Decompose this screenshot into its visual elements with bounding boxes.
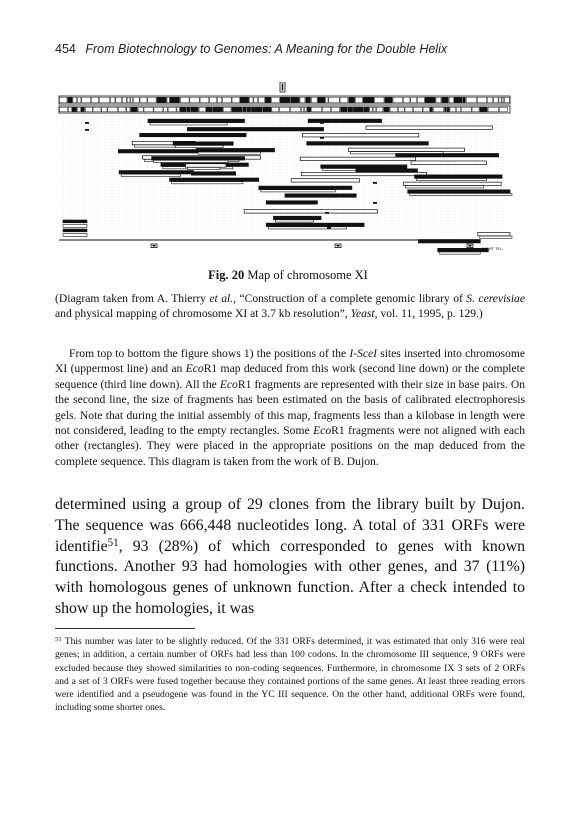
source-text: (Diagram taken from A. Thierry	[55, 292, 210, 305]
ecor1-fragment	[329, 97, 339, 103]
ecor1-fragment	[148, 97, 156, 103]
clone-bar-outline	[480, 236, 512, 238]
clone-bar	[348, 148, 464, 151]
ecor1-fragment	[300, 97, 305, 103]
legend-text: R1 fragments are represented with their size in base pairs. On the second line, the size of fragments has been estimated on the basis of calibrated electrophoresis gels. Note that during the initial assembly of this map, fragments less than a kilobase in length were not considered, leading to the empty rectangles. Some	[55, 377, 525, 438]
ecor1-fragment	[499, 107, 507, 112]
ecor1-fragment	[417, 97, 424, 103]
ecor1-fragment	[280, 97, 290, 103]
ecor1-fragment	[461, 107, 471, 112]
ecor1-fragment	[373, 107, 376, 112]
clone-bar	[187, 127, 323, 130]
ecor1-fragment	[436, 97, 441, 103]
clone-bar-outline	[275, 220, 313, 222]
ecor1-fragment	[377, 107, 383, 112]
ecor1-fragment	[127, 97, 130, 103]
species-name: S. cerevisiae	[466, 292, 525, 305]
ecor1-fragment	[240, 97, 248, 103]
fragment-marker	[327, 227, 331, 229]
body-text: determined using a group of 29 clones from the library built by Dujon. The sequence was 666,448 nucleotides long. A total of 331 ORFs were identifie	[55, 496, 525, 555]
ecor1-fragment	[217, 97, 221, 103]
footnote-rule	[55, 628, 195, 629]
ecor1-fragment	[472, 107, 479, 112]
fragment-marker	[325, 212, 329, 214]
clone-bar	[152, 157, 245, 160]
enzyme-name: Eco	[219, 377, 238, 391]
clone-bar	[140, 133, 246, 136]
clone-bar	[63, 220, 87, 223]
clone-bar-outline	[405, 186, 483, 188]
ecor1-fragment	[154, 107, 163, 112]
clone-bar	[273, 216, 321, 219]
ecor1-fragment	[77, 97, 80, 103]
ecor1-fragment	[247, 107, 251, 112]
ecor1-fragment	[68, 97, 72, 103]
clone-bar	[411, 161, 486, 164]
clone-bar	[300, 157, 415, 160]
fragment-marker	[373, 202, 377, 204]
ecor1-fragment	[190, 97, 199, 103]
chromosome-xi-map-figure	[55, 82, 515, 260]
ecor1-fragment	[111, 97, 115, 103]
ecor1-fragment	[167, 97, 169, 103]
clone-bar	[63, 225, 87, 228]
figure-legend	[55, 346, 525, 469]
ecor1-fragment	[81, 107, 84, 112]
clone-bar	[366, 126, 492, 129]
ecor1-fragment	[326, 97, 328, 103]
ecor1-fragment	[206, 107, 211, 112]
ecor1-fragment	[100, 97, 110, 103]
ecor1-fragment	[209, 97, 216, 103]
ecor1-fragment	[144, 107, 153, 112]
ecor1-fragment	[449, 97, 453, 103]
running-head	[55, 42, 525, 56]
ecor1-fragment	[353, 107, 363, 112]
ecor1-fragment	[411, 97, 417, 103]
ecor1-fragment	[290, 107, 300, 112]
ecor1-fragment	[302, 107, 304, 112]
clone-bar	[285, 194, 356, 197]
ecor1-fragment	[447, 107, 449, 112]
ecor1-fragment	[102, 107, 107, 112]
ecor1-fragment	[212, 107, 222, 112]
clone-bar-outline	[198, 152, 261, 154]
ecor1-fragment	[307, 107, 310, 112]
figure-caption	[0, 268, 576, 283]
ecor1-fragment	[232, 107, 242, 112]
page-number: 454	[55, 42, 76, 56]
journal-name: Yeast	[350, 307, 375, 321]
ecor1-fragment	[450, 107, 456, 112]
ecor1-fragment	[243, 107, 246, 112]
ecor1-fragment	[370, 107, 373, 112]
legend-text: sites inserted into chromosome XI (uppermost line) and an	[55, 347, 525, 376]
clone-bar	[191, 172, 235, 175]
ecor1-fragment	[488, 107, 498, 112]
ecor1-fragment	[82, 97, 91, 103]
fragment-marker	[85, 122, 89, 124]
axis-marker-fill	[153, 245, 156, 247]
ecor1-fragment	[280, 107, 290, 112]
clone-bar-outline	[410, 193, 512, 195]
source-text: , “Construction of a complete genomic library of	[233, 292, 467, 305]
ecor1-fragment	[375, 97, 384, 103]
ecor1-fragment	[263, 107, 271, 112]
ecor1-fragment	[433, 107, 443, 112]
ecor1-fragment	[265, 97, 270, 103]
figure-source-note	[55, 291, 525, 322]
ecor1-fragment	[304, 107, 306, 112]
ecor1-fragment	[122, 97, 126, 103]
ecor1-fragment	[164, 107, 168, 112]
ecor1-fragment	[249, 97, 253, 103]
clone-bar	[63, 234, 87, 237]
clone-bar-outline	[150, 123, 227, 125]
ecor1-fragment	[487, 97, 492, 103]
ecor1-fragment	[258, 97, 264, 103]
ecor1-fragment	[466, 97, 476, 103]
ecor1-fragment	[272, 107, 279, 112]
ecor1-fragment	[499, 97, 501, 103]
ecor1-fragment	[364, 107, 369, 112]
clone-bar	[438, 248, 489, 251]
ecor1-fragment	[425, 97, 435, 103]
clone-bar	[244, 210, 377, 213]
ecor1-fragment	[131, 97, 133, 103]
ecor1-fragment	[127, 107, 130, 112]
ecor1-fragment	[340, 97, 348, 103]
clone-bar	[266, 201, 317, 204]
clone-bar-outline	[268, 227, 346, 229]
ecor1-fragment	[463, 97, 465, 103]
ecor1-fragment	[177, 107, 179, 112]
ecor1-fragment	[254, 97, 258, 103]
ecor1-fragment	[398, 107, 404, 112]
right-tel-label: RIGHT TEL.	[482, 246, 504, 251]
fragment-marker	[373, 182, 377, 184]
ecor1-fragment	[108, 107, 118, 112]
ecor1-fragment	[180, 107, 186, 112]
ecor1-fragment	[91, 97, 98, 103]
ecor1-fragment	[187, 107, 190, 112]
clone-bar	[148, 119, 244, 122]
ecor1-fragment	[363, 97, 374, 103]
ecor1-fragment	[311, 107, 321, 112]
clone-bar	[356, 169, 418, 172]
ecor1-fragment	[405, 107, 413, 112]
ecor1-fragment	[355, 97, 362, 103]
clone-bar-outline	[417, 178, 487, 180]
fragment-marker	[320, 122, 324, 124]
legend-text: R1 map deduced from this work (second line down) or the complete sequence (third line down). All the	[55, 362, 525, 391]
ecor1-fragment	[140, 97, 147, 103]
ecor1-fragment	[348, 107, 353, 112]
enzyme-name: Eco	[313, 424, 332, 438]
enzyme-name: Eco	[185, 362, 204, 376]
ecor1-fragment	[494, 97, 498, 103]
clone-bar-outline	[172, 182, 243, 184]
ecor1-fragment	[59, 97, 67, 103]
body-paragraph	[55, 495, 525, 620]
footnote-number: 51	[55, 635, 62, 643]
clone-bar	[301, 172, 426, 175]
clone-bar	[307, 142, 429, 145]
ecor1-fragment	[157, 97, 166, 103]
ecor1-fragment	[322, 107, 330, 112]
ecor1-fragment	[454, 97, 462, 103]
clone-bar	[170, 178, 259, 181]
ecor1-fragment	[77, 107, 80, 112]
ecor1-fragment	[232, 97, 239, 103]
ecor1-fragment	[131, 107, 137, 112]
ecor1-fragment	[445, 107, 447, 112]
ecor1-fragment	[199, 107, 205, 112]
ecor1-fragment	[134, 97, 140, 103]
figure-title: Map of chromosome XI	[244, 268, 368, 282]
axis-marker-fill	[337, 245, 340, 247]
ecor1-fragment	[430, 107, 432, 112]
ecor1-fragment	[477, 97, 486, 103]
clone-bar-outline	[121, 174, 180, 176]
footnote	[55, 635, 525, 715]
clone-bar-outline	[175, 145, 223, 147]
footnote-ref[interactable]: 51	[107, 536, 119, 549]
ecor1-fragment	[480, 107, 487, 112]
ecor1-fragment	[311, 97, 317, 103]
ecor1-fragment	[413, 107, 422, 112]
ecor1-fragment	[502, 97, 504, 103]
ecor1-fragment	[349, 97, 355, 103]
clone-bar	[478, 232, 510, 235]
ecor1-fragment	[331, 107, 339, 112]
source-text: and physical mapping of chromosome XI at 3.7 kb resolution”,	[55, 307, 351, 321]
ecor1-fragment	[190, 107, 198, 112]
clone-bar	[396, 154, 499, 157]
ecor1-fragment	[73, 97, 77, 103]
axis-marker-fill	[469, 245, 472, 247]
clone-bar-outline	[154, 160, 228, 162]
clone-bar	[415, 175, 503, 178]
ecor1-fragment	[423, 107, 429, 112]
clone-bar-outline	[440, 252, 480, 254]
clone-bar	[259, 186, 352, 189]
clone-bar	[266, 223, 364, 226]
ecor1-fragment	[180, 97, 189, 103]
ecor1-fragment	[118, 107, 126, 112]
ecor1-fragment	[393, 97, 402, 103]
ecor1-fragment	[138, 107, 143, 112]
clone-bar	[185, 164, 226, 167]
clone-bar	[321, 165, 407, 168]
enzyme-name: I-SceI	[349, 347, 378, 360]
ecor1-fragment	[72, 107, 76, 112]
clone-bar-outline	[187, 167, 219, 169]
ecor1-fragment	[59, 107, 67, 112]
ecor1-fragment	[170, 97, 179, 103]
clone-bar	[302, 134, 418, 137]
clone-bar	[403, 182, 501, 185]
ecor1-fragment	[68, 107, 71, 112]
ecor1-fragment	[200, 97, 209, 103]
ecor1-fragment	[223, 107, 231, 112]
book-title: From Biotechnology to Genomes: A Meaning for the Double Helix	[85, 42, 448, 56]
ecor1-fragment	[390, 107, 397, 112]
ecor1-fragment	[116, 97, 122, 103]
fragment-marker	[320, 137, 324, 139]
clone-bar	[196, 148, 274, 151]
ecor1-fragment	[223, 97, 232, 103]
clone-bar	[291, 179, 359, 182]
fragment-marker	[85, 129, 89, 131]
ecor1-fragment	[291, 97, 299, 103]
body-text: , 93 (28%) of which corresponded to genes with known functions. Another 93 had homologies with other genes, and 37 (11%) with homologous genes of unknown function. After a check intended to show up the homologies, it was	[55, 537, 525, 617]
ecor1-fragment	[442, 97, 449, 103]
footnote-text: This number was later to be slightly reduced. Of the 331 ORFs determined, it was estimated that only 316 were real genes; in addition, a certain number of ORFs had less than 100 codons. In the chromosome III sequence, 9 ORFs were excluded because they showed similarities to non-coding sequences. Furthermore, in chromosome IX 3 sets of 2 ORFs and a set of 3 ORFs were fused together because they contained portions of the same genes. At least three reading errors were identified and a pseudogene was found in the YC III sequence. On the other hand, additional ORFs were found, including some shorter ones.	[55, 636, 525, 714]
ecor1-fragment	[272, 97, 280, 103]
legend-text: From top to bottom the figure shows 1) the positions of the	[69, 347, 350, 360]
ecor1-fragment	[341, 107, 348, 112]
ecor1-fragment	[93, 107, 101, 112]
ecor1-fragment	[505, 97, 510, 103]
ecor1-fragment	[306, 97, 311, 103]
ecor1-fragment	[457, 107, 461, 112]
clone-bar	[408, 190, 510, 193]
ecor1-fragment	[251, 107, 261, 112]
ecor1-fragment	[318, 97, 325, 103]
clone-bar-outline	[261, 190, 335, 192]
ecor1-fragment	[385, 97, 392, 103]
et-al: et al.	[209, 292, 234, 305]
source-text: , vol. 11, 1995, p. 129.)	[374, 307, 483, 321]
ecor1-fragment	[168, 107, 176, 112]
legend-text: R1 fragments were not aligned with each other (rectangles). They were placed in the appropriate positions on the map deduced from the complete sequence. This diagram is taken from the work of B. Dujon.	[55, 424, 525, 468]
ecor1-fragment	[85, 107, 92, 112]
clone-bar	[119, 171, 193, 174]
figure-label: Fig. 20	[208, 268, 245, 282]
clone-bar	[173, 142, 233, 145]
ecor1-fragment	[403, 97, 410, 103]
clone-bar	[308, 119, 381, 122]
ecor1-fragment	[384, 107, 390, 112]
clone-bar	[63, 229, 87, 232]
